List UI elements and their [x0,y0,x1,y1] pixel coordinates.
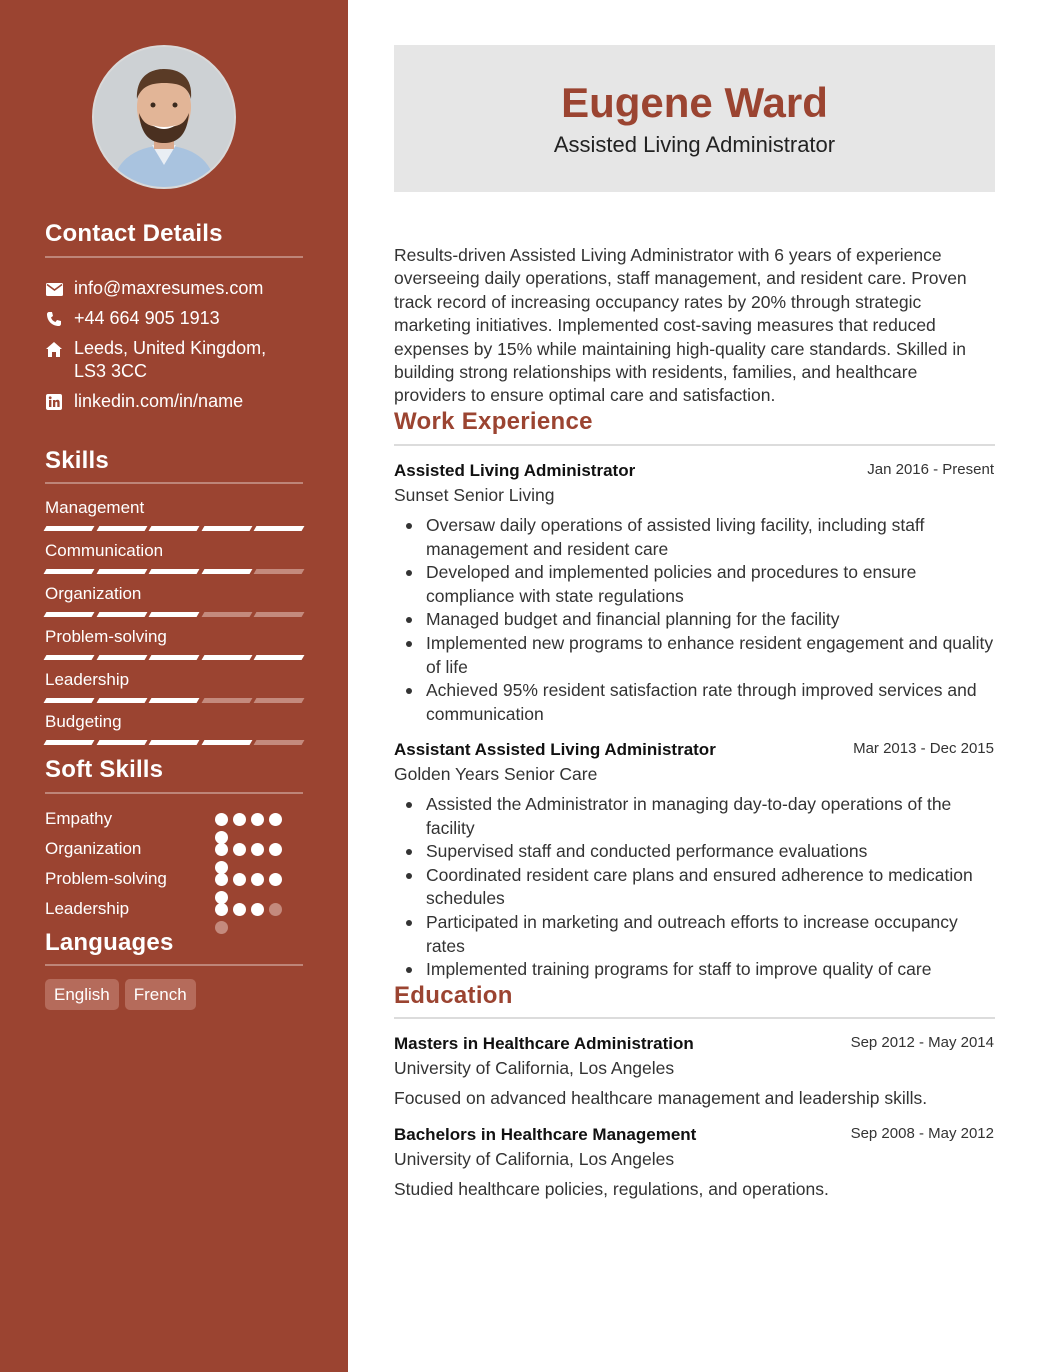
rating-dot [251,873,264,886]
languages-heading: Languages [45,929,174,956]
linkedin-icon [45,393,63,411]
language-tag: English [45,979,119,1010]
skill-item [45,498,303,531]
school-name: University of California, Los Angeles [394,1058,675,1078]
job-bullets [394,793,994,982]
work-divider [394,444,995,446]
contact-divider [45,256,303,258]
skill-level-segment [44,655,94,660]
contact-linkedin[interactable] [45,390,303,413]
rating-dot [233,903,246,916]
rating-dot [233,813,246,826]
skill-level-segment [149,740,199,745]
skill-level-segment [254,526,304,531]
education-entry [394,1033,994,1110]
rating-dot [215,903,228,916]
education-dates: Sep 2012 - May 2014 [850,1034,994,1051]
soft-skill-label: Organization [45,839,142,858]
skill-label: Leadership [45,670,130,689]
job-title: Assistant Assisted Living Administrator [394,740,716,759]
skill-level-bar [45,569,303,574]
skill-item [45,712,303,745]
skill-level-segment [149,569,199,574]
school-name: University of California, Los Angeles [394,1149,675,1169]
summary: Results-driven Assisted Living Administrator with 6 years of experience overseeing daily operations, staff management, and resident care. Proven track record of increasing occupancy rates by 20% through strategic marketing initiatives. Implemented cost-saving measures that reduced expenses by 15% while maintaining high-quality care standards. Skilled in building strong relationships with residents, families, and healthcare providers to ensure optimal care and satisfaction. [394,245,967,406]
skill-level-segment [96,740,146,745]
list-item: Supervised staff and conducted performance evaluations [426,840,994,864]
job-dates: Jan 2016 - Present [867,461,994,478]
skill-label: Organization [45,584,142,603]
skill-level-segment [201,569,251,574]
job-entry [394,739,994,982]
education-divider [394,1017,995,1019]
rating-dot [269,843,282,856]
skill-level-bar [45,612,303,617]
skill-item [45,541,303,574]
candidate-name: Eugene Ward [561,79,828,126]
rating-dot [233,873,246,886]
list-item: Implemented training programs for staff to improve quality of care [426,958,994,982]
skills-heading: Skills [45,447,109,474]
list-item: Participated in marketing and outreach efforts to increase occupancy rates [426,911,994,958]
skill-level-bar [45,526,303,531]
contact-phone[interactable] [45,307,303,330]
skill-level-segment [44,612,94,617]
skill-level-segment [149,612,199,617]
skill-level-bar [45,698,303,703]
skill-level-segment [201,612,251,617]
skill-level-segment [201,698,251,703]
envelope-icon [45,280,63,298]
work-heading: Work Experience [394,408,593,435]
skill-item [45,670,303,703]
skill-level-segment [254,740,304,745]
skill-level-segment [96,698,146,703]
soft-skill-rating [215,813,295,827]
language-tag: French [125,979,196,1010]
job-title: Assisted Living Administrator [553,132,836,157]
skill-level-segment [201,526,251,531]
skill-label: Problem-solving [45,627,167,646]
rating-dot [269,873,282,886]
soft-skill-rating [215,843,295,857]
job-title: Assisted Living Administrator [394,461,636,480]
education-description: Studied healthcare policies, regulations, and operations. [394,1179,829,1199]
list-item: Oversaw daily operations of assisted living facility, including staff management and resident care [426,514,994,561]
soft-skill-item [45,867,303,891]
skill-item [45,584,303,617]
skill-level-segment [44,526,94,531]
rating-dot [215,843,228,856]
address-text: Leeds, United Kingdom, LS3 3CC [74,338,267,381]
skill-level-segment [96,655,146,660]
skills-divider [45,482,303,484]
contact-email[interactable] [45,277,303,300]
email-text: info@maxresumes.com [74,278,264,298]
soft-skills-divider [45,792,303,794]
skill-level-segment [96,612,146,617]
skill-level-segment [44,740,94,745]
avatar [92,45,236,189]
skill-item [45,627,303,660]
rating-dot [215,873,228,886]
list-item: Managed budget and financial planning for the facility [426,608,994,632]
skill-level-segment [149,655,199,660]
skill-level-segment [44,698,94,703]
skill-label: Budgeting [45,712,122,731]
skill-label: Management [45,498,145,517]
soft-skill-label: Empathy [45,809,113,828]
job-company: Golden Years Senior Care [394,764,598,784]
rating-dot [251,903,264,916]
skill-level-bar [45,740,303,745]
degree-title: Masters in Healthcare Administration [394,1034,694,1053]
rating-dot [251,813,264,826]
soft-skill-rating [215,903,295,917]
list-item: Achieved 95% resident satisfaction rate through improved services and communication [426,679,994,726]
degree-title: Bachelors in Healthcare Management [394,1125,697,1144]
skill-level-segment [254,655,304,660]
education-dates: Sep 2008 - May 2012 [850,1125,994,1142]
skill-label: Communication [45,541,164,560]
soft-skills-heading: Soft Skills [45,756,164,783]
skill-level-segment [254,612,304,617]
list-item: Implemented new programs to enhance resident engagement and quality of life [426,632,994,679]
soft-skill-label: Leadership [45,899,130,918]
languages-list [45,979,196,1010]
list-item: Coordinated resident care plans and ensured adherence to medication schedules [426,864,994,911]
soft-skill-rating [215,873,295,887]
linkedin-text: linkedin.com/in/name [74,391,244,411]
job-bullets [394,514,994,726]
rating-dot [215,921,228,934]
list-item: Developed and implemented policies and procedures to ensure compliance with state regulations [426,561,994,608]
education-entry [394,1124,994,1201]
skill-level-segment [96,569,146,574]
soft-skill-item [45,897,303,921]
skill-level-segment [201,740,251,745]
skill-level-segment [201,655,251,660]
rating-dot [233,843,246,856]
skill-level-segment [254,698,304,703]
soft-skill-item [45,807,303,831]
skill-level-bar [45,655,303,660]
home-icon [45,340,63,358]
contact-heading: Contact Details [45,220,223,247]
job-company: Sunset Senior Living [394,485,555,505]
rating-dot [251,843,264,856]
skill-level-segment [44,569,94,574]
phone-text: +44 664 905 1913 [74,308,220,328]
sidebar [0,0,348,1372]
skill-level-segment [96,526,146,531]
phone-icon [45,310,63,328]
contact-address [45,337,303,383]
job-entry [394,460,994,726]
rating-dot [269,813,282,826]
education-heading: Education [394,982,513,1009]
rating-dot [215,813,228,826]
soft-skill-label: Problem-solving [45,869,167,888]
rating-dot [269,903,282,916]
languages-divider [45,964,303,966]
skill-level-segment [149,526,199,531]
list-item: Assisted the Administrator in managing day-to-day operations of the facility [426,793,994,840]
education-description: Focused on advanced healthcare management and leadership skills. [394,1088,928,1108]
skill-level-segment [149,698,199,703]
skill-level-segment [254,569,304,574]
job-dates: Mar 2013 - Dec 2015 [853,740,994,757]
soft-skill-item [45,837,303,861]
